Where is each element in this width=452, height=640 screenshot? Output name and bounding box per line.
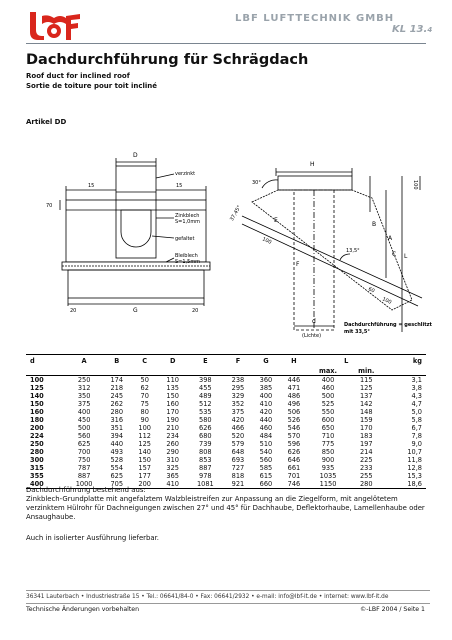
table-cell: 214 xyxy=(359,448,373,456)
table-cell: 6,7 xyxy=(411,424,422,432)
table-cell: 705 xyxy=(103,480,131,489)
lbf-logo xyxy=(26,10,86,42)
table-cell: 210 xyxy=(166,424,179,432)
table-cell: 5,0 xyxy=(411,408,422,416)
table-cell: 375 xyxy=(77,400,91,408)
table-cell: 440 xyxy=(259,416,273,424)
table-row xyxy=(26,440,426,448)
table-cell: 693 xyxy=(231,456,245,464)
table-cell: 512 xyxy=(199,400,212,408)
table-cell: 440 xyxy=(110,440,124,448)
table-cell: 329 xyxy=(231,392,245,400)
table-cell: 3,8 xyxy=(411,384,422,392)
col-header: B xyxy=(103,355,131,367)
table-cell: 535 xyxy=(199,408,212,416)
col-header: A xyxy=(65,355,102,367)
table-cell: 62 xyxy=(140,384,149,392)
table-cell: 100 xyxy=(30,376,44,384)
note-zinkblech-s: S=1,0mm xyxy=(175,219,201,225)
table-cell: 466 xyxy=(231,424,245,432)
description-heading: Dachdurchführung bestehend aus: xyxy=(26,486,146,494)
caption-line-1: Dachdurchführung = geschlitzt xyxy=(344,322,432,328)
table-cell: 853 xyxy=(199,456,212,464)
table-cell: 500 xyxy=(77,424,91,432)
table-cell: 560 xyxy=(77,432,91,440)
table-cell: 160 xyxy=(166,400,179,408)
dim-a-label: A xyxy=(388,235,393,242)
table-cell: 238 xyxy=(231,376,245,384)
table-cell: 660 xyxy=(252,480,280,489)
table-cell: 312 xyxy=(77,384,91,392)
table-cell: 125 xyxy=(30,384,44,392)
table-row xyxy=(26,448,426,456)
table-cell: 225 xyxy=(359,456,373,464)
catalog-number xyxy=(392,24,432,35)
description-text: Zinkblech-Grundplatte mit angefalztem Walzbleistreifen zur Anpassung an die Ziegelform, mit angelötetem verzinktem Hülrohr für Dachneigungen zwischen 27° und 45° für Dachhaube, Deflektorhaube, Lamellenhaube oder Ansaughaube. xyxy=(26,495,425,521)
table-cell: 921 xyxy=(224,480,252,489)
table-cell: 180 xyxy=(30,416,44,424)
table-cell: 142 xyxy=(359,400,373,408)
table-row xyxy=(26,416,426,424)
note-bleiblech: Bleiblech xyxy=(175,253,198,259)
table-cell: 460 xyxy=(321,384,335,392)
table-cell: 887 xyxy=(77,472,91,480)
table-cell: 80 xyxy=(140,408,149,416)
col-header: H xyxy=(280,355,308,367)
table-cell: 150 xyxy=(138,456,152,464)
table-cell: 540 xyxy=(259,448,273,456)
table-cell: 1081 xyxy=(187,480,224,489)
dim-d-label: D xyxy=(133,152,138,159)
table-cell: 626 xyxy=(199,424,212,432)
table-row xyxy=(26,456,426,464)
table-cell: 701 xyxy=(287,472,301,480)
table-cell: 190 xyxy=(166,416,179,424)
table-cell: 775 xyxy=(321,440,335,448)
table-row xyxy=(26,392,426,400)
table-cell: 233 xyxy=(359,464,373,472)
subtitle-fr: Sortie de toiture pour toit incliné xyxy=(26,82,158,90)
table-cell: 808 xyxy=(199,448,212,456)
table-cell: 148 xyxy=(359,408,373,416)
dim-60: 60 xyxy=(367,286,376,295)
table-cell: 506 xyxy=(287,408,301,416)
table-cell: 150 xyxy=(166,392,179,400)
table-cell: 570 xyxy=(287,432,301,440)
table-cell: 125 xyxy=(359,384,373,392)
table-cell: 500 xyxy=(321,392,335,400)
company-name: LBF LUFTTECHNIK GMBH xyxy=(235,13,395,24)
table-cell: 626 xyxy=(287,448,301,456)
table-cell: 410 xyxy=(259,400,273,408)
table-cell: 450 xyxy=(77,416,91,424)
subtitle-en: Roof duct for inclined roof xyxy=(26,72,130,80)
table-cell: 70 xyxy=(140,392,149,400)
dim-h-label: H xyxy=(310,161,315,168)
dim-15-left: 15 xyxy=(88,183,95,189)
table-cell: 250 xyxy=(30,440,44,448)
table-cell: 300 xyxy=(30,456,44,464)
article-label: Artikel DD xyxy=(26,118,67,126)
table-cell: 526 xyxy=(287,416,301,424)
table-cell: 596 xyxy=(287,440,301,448)
header-divider xyxy=(26,43,426,44)
table-cell: 900 xyxy=(321,456,335,464)
table-cell: 560 xyxy=(259,456,273,464)
table-cell: 183 xyxy=(359,432,373,440)
table-row xyxy=(26,384,426,392)
table-cell: 1000 xyxy=(65,480,102,489)
table-cell: 137 xyxy=(359,392,373,400)
table-cell: 234 xyxy=(166,432,179,440)
dim-15-right: 15 xyxy=(176,183,183,189)
table-cell: 554 xyxy=(110,464,124,472)
table-cell: 398 xyxy=(199,376,212,384)
table-cell: 646 xyxy=(287,456,301,464)
dim-l-label: L xyxy=(404,253,408,260)
table-cell: 260 xyxy=(166,440,179,448)
table-row xyxy=(26,472,426,480)
col-subheader-min: min. xyxy=(348,366,384,376)
table-cell: 280 xyxy=(30,448,44,456)
table-cell: 360 xyxy=(259,376,273,384)
table-cell: 550 xyxy=(321,408,335,416)
table-row xyxy=(26,464,426,472)
dim-f-label: F xyxy=(296,261,300,268)
table-cell: 280 xyxy=(110,408,124,416)
table-cell: 385 xyxy=(259,384,273,392)
table-cell: 352 xyxy=(231,400,245,408)
table-cell: 818 xyxy=(231,472,245,480)
dim-e-label: E xyxy=(274,217,278,224)
angle-13: 13,5° xyxy=(346,248,360,254)
col-subheader-max: max. xyxy=(308,366,348,376)
table-cell: 455 xyxy=(199,384,212,392)
note-verzinkt: verzinkt xyxy=(175,171,196,177)
table-cell: 250 xyxy=(77,376,91,384)
table-cell: 471 xyxy=(287,384,301,392)
table-cell: 739 xyxy=(199,440,212,448)
table-cell: 15,3 xyxy=(407,472,422,480)
col-header: L xyxy=(308,355,384,367)
table-cell: 170 xyxy=(359,424,373,432)
table-cell: 351 xyxy=(110,424,124,432)
table-cell: 255 xyxy=(359,472,373,480)
table-cell: 600 xyxy=(321,416,335,424)
table-cell: 197 xyxy=(359,440,373,448)
table-cell: 9,0 xyxy=(411,440,422,448)
table-cell: 10,7 xyxy=(407,448,422,456)
table-cell: 400 xyxy=(321,376,335,384)
table-cell: 579 xyxy=(231,440,245,448)
table-cell: 585 xyxy=(259,464,273,472)
table-cell: 400 xyxy=(26,480,65,489)
dim-20-right: 20 xyxy=(192,308,199,313)
note-bleiblech-s: S=1,5mm xyxy=(175,259,201,265)
table-cell: 140 xyxy=(138,448,152,456)
table-cell: 50 xyxy=(140,376,149,384)
table-cell: 224 xyxy=(30,432,44,440)
table-cell: 125 xyxy=(138,440,152,448)
dim-100-top: 100 xyxy=(412,180,418,190)
table-cell: 496 xyxy=(287,400,301,408)
table-subheader-row xyxy=(26,366,426,376)
table-cell: 12,8 xyxy=(407,464,422,472)
table-cell: 325 xyxy=(166,464,179,472)
table-cell: 200 xyxy=(30,424,44,432)
col-header: E xyxy=(187,355,224,367)
table-cell: 420 xyxy=(259,408,273,416)
table-row xyxy=(26,376,426,385)
table-cell: 410 xyxy=(159,480,187,489)
table-cell: 710 xyxy=(321,432,335,440)
table-cell: 157 xyxy=(138,464,152,472)
table-cell: 350 xyxy=(77,392,91,400)
note-gefaltet: gefaltet xyxy=(175,236,195,242)
table-cell: 528 xyxy=(110,456,124,464)
table-cell: 746 xyxy=(280,480,308,489)
table-cell: 394 xyxy=(110,432,124,440)
table-cell: 978 xyxy=(199,472,212,480)
col-header: C xyxy=(131,355,159,367)
col-header: D xyxy=(159,355,187,367)
caption-line-2: mit 33,5° xyxy=(344,329,370,335)
table-cell: 787 xyxy=(77,464,91,472)
table-cell: 580 xyxy=(199,416,212,424)
table-cell: 245 xyxy=(110,392,124,400)
description-block xyxy=(26,486,430,522)
dim-100-mid: 100 xyxy=(261,236,273,246)
table-cell: 650 xyxy=(321,424,335,432)
table-cell: 700 xyxy=(77,448,91,456)
table-cell: 493 xyxy=(110,448,124,456)
col-header: G xyxy=(252,355,280,367)
col-header: d xyxy=(26,355,65,367)
table-cell: 4,7 xyxy=(411,400,422,408)
table-cell: 170 xyxy=(166,408,179,416)
table-cell: 625 xyxy=(110,472,124,480)
footer-copyright: ©-LBF 2004 / Seite 1 xyxy=(360,606,425,613)
table-cell: 7,8 xyxy=(411,432,422,440)
angle-30: 30° xyxy=(252,180,261,186)
table-header-row xyxy=(26,355,426,367)
table-cell: 355 xyxy=(30,472,44,480)
table-cell: 661 xyxy=(287,464,301,472)
table-cell: 18,6 xyxy=(384,480,426,489)
table-cell: 365 xyxy=(166,472,179,480)
table-cell: 727 xyxy=(231,464,245,472)
table-cell: 218 xyxy=(110,384,124,392)
table-cell: 262 xyxy=(110,400,124,408)
table-cell: 648 xyxy=(231,448,245,456)
note-zinkblech: Zinkblech xyxy=(175,213,200,219)
table-cell: 625 xyxy=(77,440,91,448)
dim-c-label: C xyxy=(392,251,397,258)
table-cell: 1035 xyxy=(319,472,337,480)
catalog-number-main: KL 13. xyxy=(392,24,428,35)
footer-address: 36341 Lauterbach • Industriestraße 15 • Tel.: 06641/84-0 • Fax: 06641/2932 • e-mail: info@lbf-it.de • internet: www.lbf-it.de xyxy=(26,594,389,600)
dimension-table xyxy=(26,354,426,489)
table-cell: 110 xyxy=(166,376,179,384)
table-cell: 935 xyxy=(321,464,335,472)
table-cell: 3,1 xyxy=(411,376,422,384)
table-cell: 1150 xyxy=(308,480,348,489)
table-cell: 546 xyxy=(287,424,301,432)
table-row xyxy=(26,408,426,416)
table-cell: 420 xyxy=(231,416,245,424)
footer-divider-2 xyxy=(26,603,430,604)
col-header: F xyxy=(224,355,252,367)
table-cell: 680 xyxy=(199,432,212,440)
dim-20-left: 20 xyxy=(70,308,77,313)
catalog-number-sub: 4 xyxy=(427,26,433,34)
dim-d-small: d xyxy=(312,318,316,325)
dim-100-low: 100 xyxy=(381,296,393,306)
table-body xyxy=(26,376,426,489)
col-header: kg xyxy=(384,355,426,367)
footer-changes: Technische Änderungen vorbehalten xyxy=(26,606,140,613)
table-cell: 159 xyxy=(359,416,373,424)
dim-70: 70 xyxy=(46,203,53,209)
table-cell: 135 xyxy=(166,384,179,392)
table-cell: 520 xyxy=(231,432,245,440)
table-cell: 400 xyxy=(77,408,91,416)
table-cell: 615 xyxy=(259,472,273,480)
table-cell: 750 xyxy=(77,456,91,464)
table-cell: 400 xyxy=(259,392,273,400)
table-cell: 177 xyxy=(138,472,152,480)
isolation-note: Auch in isolierter Ausführung lieferbar. xyxy=(26,534,160,542)
table-cell: 5,8 xyxy=(411,416,422,424)
table-cell: 489 xyxy=(199,392,212,400)
table-cell: 887 xyxy=(199,464,212,472)
table-cell: 460 xyxy=(259,424,273,432)
table-cell: 375 xyxy=(231,408,245,416)
note-lichte: (Lichte) xyxy=(302,333,322,339)
table-row xyxy=(26,424,426,432)
table-cell: 115 xyxy=(359,376,373,384)
table-cell: 850 xyxy=(321,448,335,456)
table-cell: 510 xyxy=(259,440,273,448)
table-cell: 486 xyxy=(287,392,301,400)
table-cell: 140 xyxy=(30,392,44,400)
dim-g-label: G xyxy=(133,307,138,313)
table-cell: 280 xyxy=(348,480,384,489)
drawing-left xyxy=(26,148,226,313)
table-cell: 160 xyxy=(30,408,44,416)
drawing-right xyxy=(222,150,434,340)
table-cell: 310 xyxy=(166,456,179,464)
table-cell: 484 xyxy=(259,432,273,440)
table-cell: 4,3 xyxy=(411,392,422,400)
table-cell: 112 xyxy=(138,432,152,440)
footer-divider xyxy=(26,590,430,591)
table-cell: 446 xyxy=(287,376,301,384)
table-cell: 525 xyxy=(321,400,335,408)
table-row xyxy=(26,400,426,408)
angle-37: 37,45° xyxy=(229,204,243,223)
table-cell: 316 xyxy=(110,416,124,424)
table-cell: 100 xyxy=(138,424,152,432)
table-cell: 75 xyxy=(140,400,149,408)
table-cell: 11,8 xyxy=(407,456,422,464)
table-cell: 174 xyxy=(110,376,124,384)
table-cell: 90 xyxy=(140,416,149,424)
table-row xyxy=(26,432,426,440)
page-title: Dachdurchführung für Schrägdach xyxy=(26,52,309,68)
table-cell: 150 xyxy=(30,400,44,408)
table-cell: 295 xyxy=(231,384,245,392)
table-cell: 290 xyxy=(166,448,179,456)
dim-b-label: B xyxy=(372,221,377,228)
table-cell: 200 xyxy=(131,480,159,489)
table-cell: 315 xyxy=(30,464,44,472)
